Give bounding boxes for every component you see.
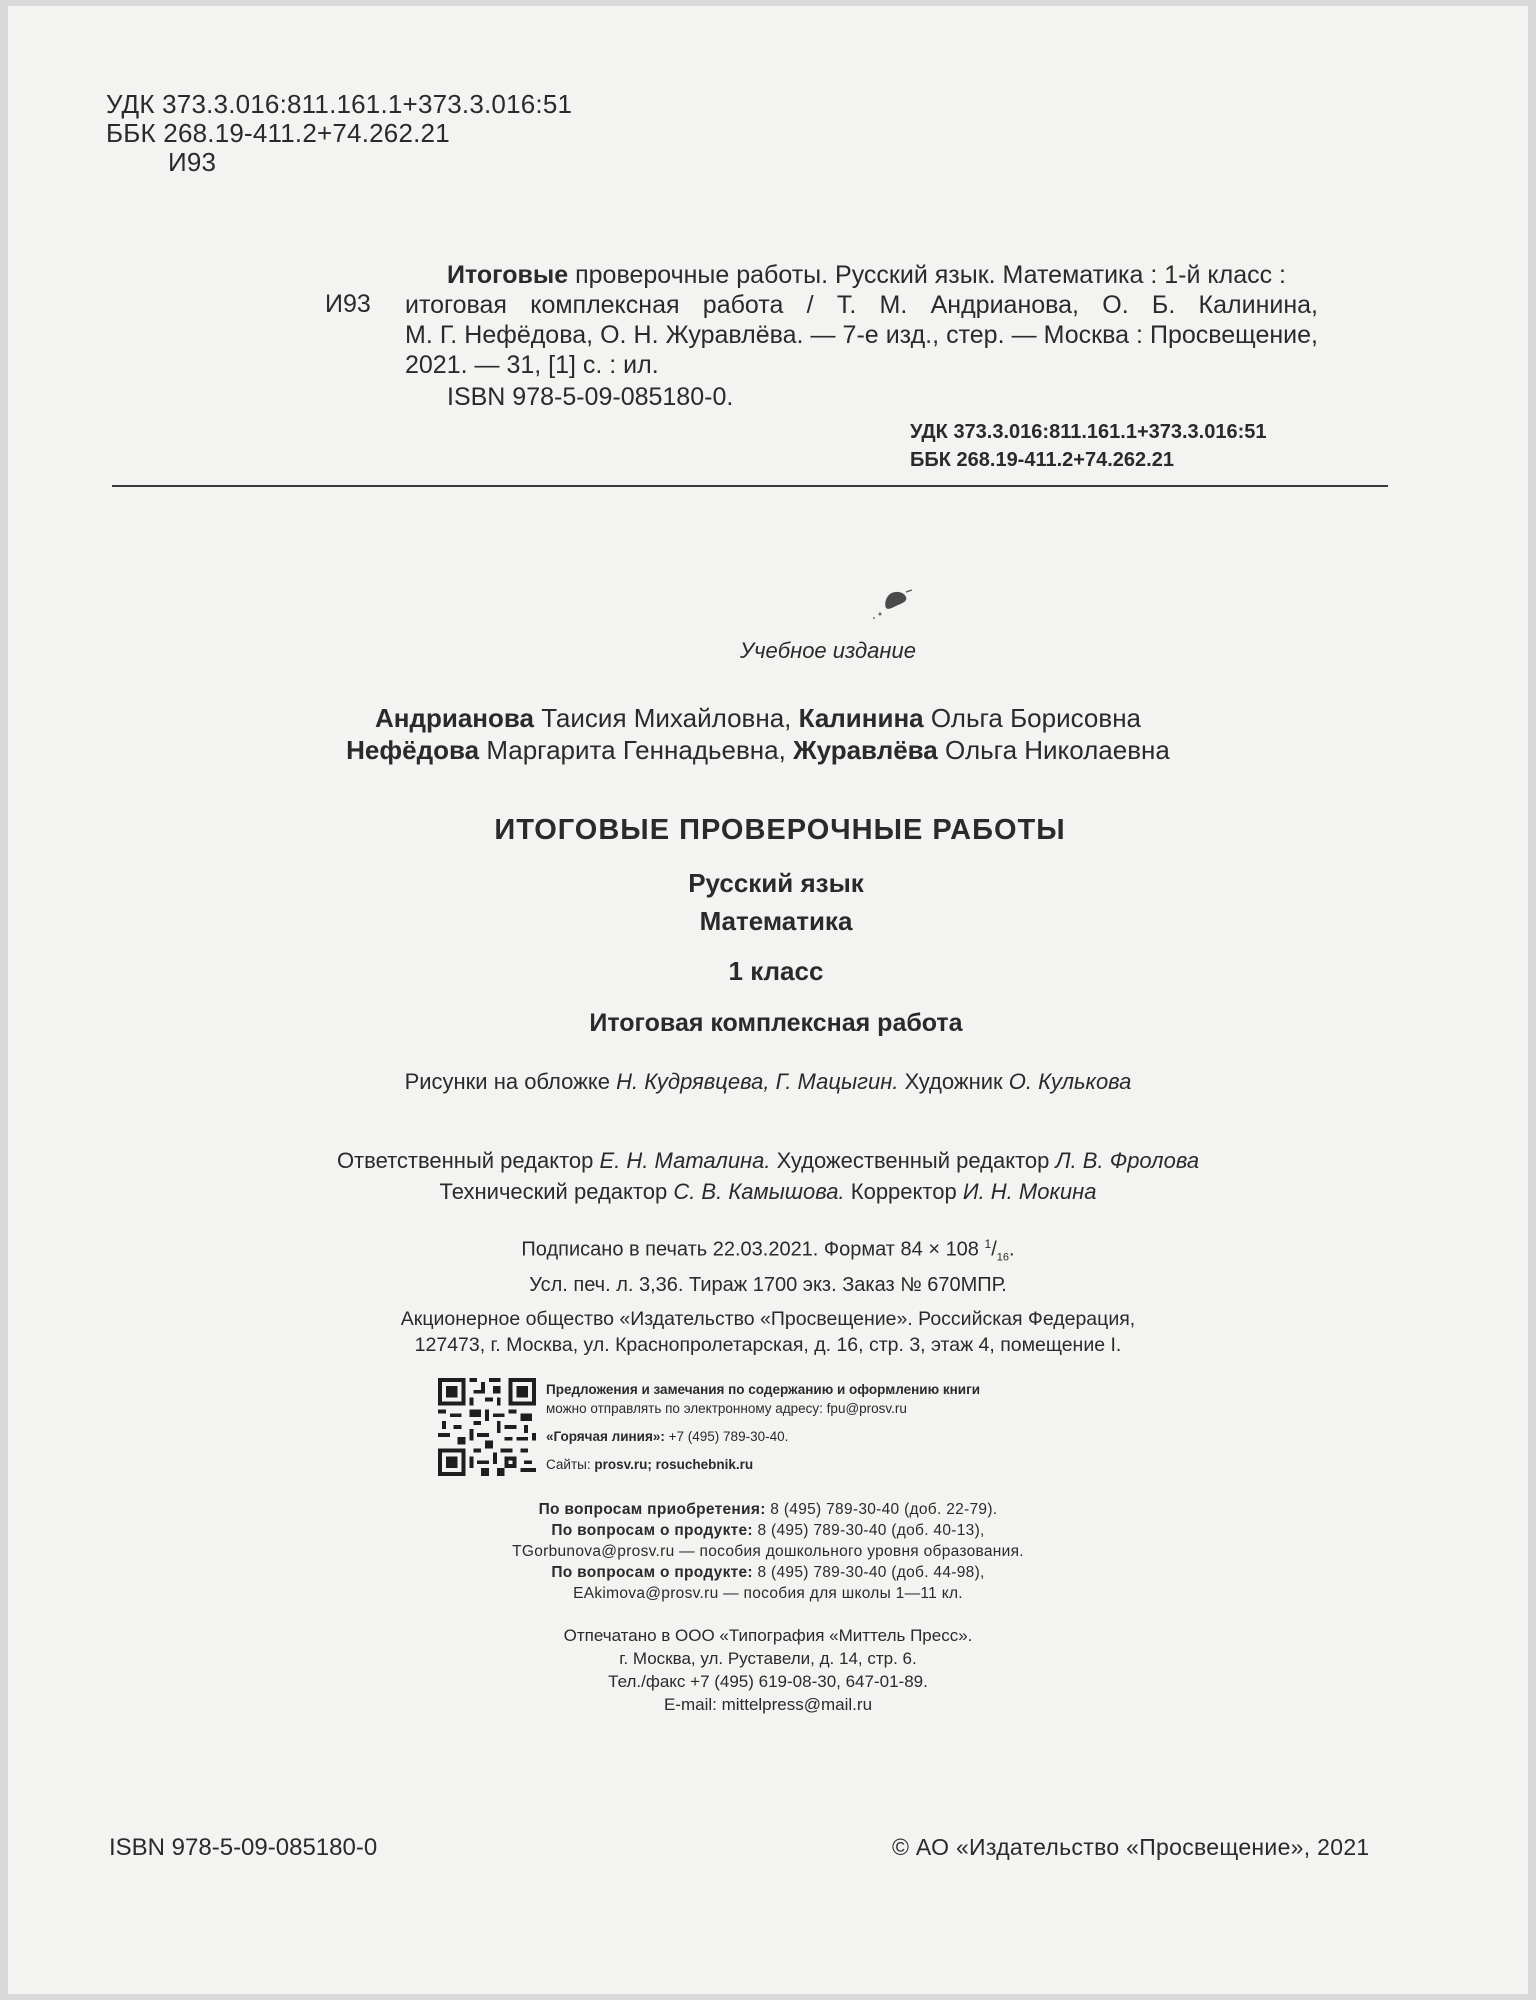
print-details bbox=[8, 1231, 1528, 1299]
udk-code: УДК 373.3.016:811.161.1+373.3.016:51 bbox=[106, 89, 573, 119]
product-line-1: По вопросам о продукте: 8 (495) 789-30-40 (доб. 40-13), bbox=[551, 1522, 985, 1539]
product-email-1: TGorbunova@prosv.ru — пособия дошкольного уровня образования. bbox=[512, 1543, 1024, 1560]
isbn-footer: ISBN 978-5-09-085180-0 bbox=[109, 1834, 378, 1861]
ink-smudge bbox=[866, 588, 926, 628]
publisher-address: Акционерное общество «Издательство «Просвещение». Российская Федерация, 127473, г. Москва, ул. Краснопролетарская, д. 16, стр. 3, этаж 4, помещение I. bbox=[400, 1308, 1136, 1356]
edition-type: Учебное издание bbox=[740, 638, 916, 663]
catalog-title-bold: Итоговые bbox=[447, 261, 569, 289]
catalog-isbn: ISBN 978-5-09-085180-0. bbox=[447, 383, 734, 411]
divider-line bbox=[112, 485, 1388, 487]
catalog-line-1: Итоговые проверочные работы. Русский язык. Математика : 1-й класс : bbox=[447, 261, 1287, 289]
contacts-block bbox=[546, 1380, 980, 1474]
copyright-notice: © АО «Издательство «Просвещение», 2021 bbox=[892, 1834, 1370, 1860]
authors-line-1: Андрианова Таисия Михайловна, Калинина Ольга Борисовна bbox=[374, 703, 1142, 733]
purchase-line: По вопросам приобретения: 8 (495) 789-30-40 (доб. 22-79). bbox=[538, 1501, 998, 1518]
catalog-author-mark: И93 bbox=[325, 290, 371, 318]
work-type: Итоговая комплексная работа bbox=[589, 1009, 963, 1037]
print-line-2: Усл. печ. л. 3,36. Тираж 1700 экз. Заказ № 670МПР. bbox=[529, 1273, 1007, 1296]
sales-contacts bbox=[8, 1499, 1528, 1604]
websites: Сайты: prosv.ru; rosuchebnik.ru bbox=[546, 1457, 754, 1472]
grade: 1 класс bbox=[728, 956, 824, 986]
catalog-udk: УДК 373.3.016:811.161.1+373.3.016:51 bbox=[910, 421, 1267, 443]
classification-block bbox=[106, 90, 572, 177]
editors-line-1: Ответственный редактор Е. Н. Маталина. Художественный редактор Л. В. Фролова bbox=[336, 1148, 1200, 1173]
subject-russian: Русский язык bbox=[688, 868, 864, 898]
subject-math: Математика bbox=[699, 906, 853, 936]
editorial-credits bbox=[8, 1145, 1528, 1207]
catalog-classification bbox=[910, 418, 1267, 474]
catalog-line-2: итоговая комплексная работа / Т. М. Андрианова, О. Б. Калинина, bbox=[405, 291, 1318, 319]
product-email-2: EAkimova@prosv.ru — пособия для школы 1—11 кл. bbox=[573, 1585, 963, 1602]
printer-info: Отпечатано в ООО «Типография «Миттель Пресс». г. Москва, ул. Руставели, д. 14, стр. 6. Тел./факс +7 (495) 619-08-30, 647-01-89. E-mail: mittelpress@mail.ru bbox=[563, 1626, 973, 1714]
catalog-bbk: ББК 268.19-411.2+74.262.21 bbox=[910, 449, 1174, 471]
author-mark: И93 bbox=[168, 147, 217, 177]
catalog-line-4: 2021. — 31, [1] с. : ил. bbox=[405, 351, 659, 379]
editors-line-2: Технический редактор С. В. Камышова. Корректор И. Н. Мокина bbox=[439, 1179, 1097, 1204]
hotline: «Горячая линия»: +7 (495) 789-30-40. bbox=[546, 1429, 789, 1444]
authors-block bbox=[0, 702, 1518, 766]
illustration-credits: Рисунки на обложке Н. Кудрявцева, Г. Мацыгин. Художник О. Кулькова bbox=[404, 1069, 1132, 1094]
product-line-2: По вопросам о продукте: 8 (495) 789-30-40 (доб. 44-98), bbox=[551, 1564, 985, 1581]
qr-code bbox=[438, 1378, 536, 1476]
catalog-record bbox=[405, 260, 1318, 412]
catalog-line-3: М. Г. Нефёдова, О. Н. Журавлёва. — 7-е изд., стер. — Москва : Просвещение, bbox=[405, 321, 1318, 349]
imprint-page bbox=[8, 6, 1528, 1994]
book-title: ИТОГОВЫЕ ПРОВЕРОЧНЫЕ РАБОТЫ bbox=[494, 814, 1066, 846]
print-line-1: Подписано в печать 22.03.2021. Формат 84 × 108 $^1/_{16}$. bbox=[521, 1237, 1015, 1264]
feedback-email: можно отправлять по электронному адресу: fpu@prosv.ru bbox=[546, 1401, 907, 1416]
authors-line-2: Нефёдова Маргарита Геннадьевна, Журавлёва Ольга Николаевна bbox=[346, 735, 1170, 765]
bbk-code: ББК 268.19-411.2+74.262.21 bbox=[106, 118, 450, 148]
contacts-heading: Предложения и замечания по содержанию и оформлению книги bbox=[546, 1382, 981, 1397]
